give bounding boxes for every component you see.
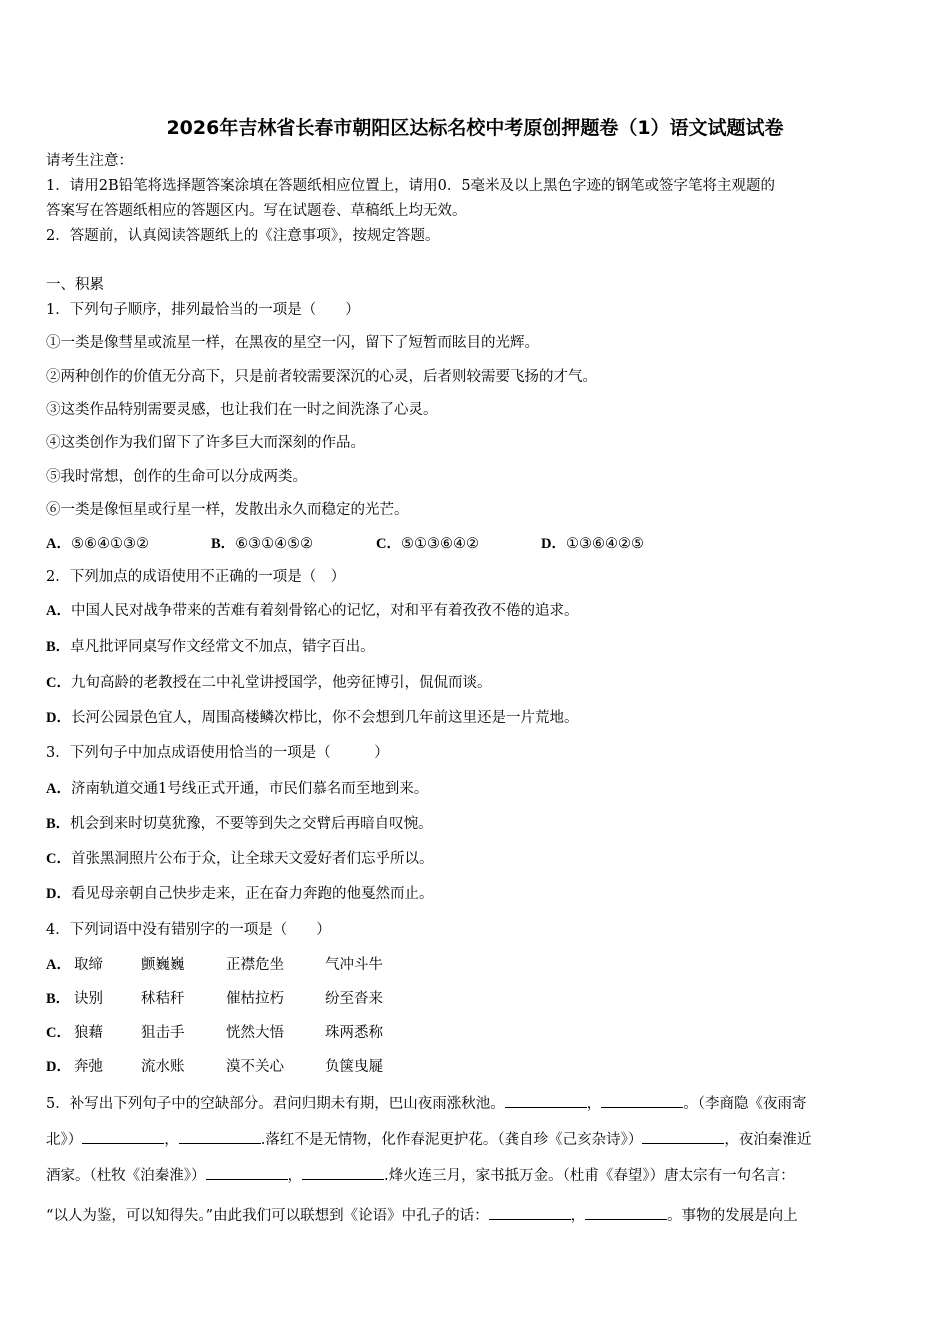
q1-sentence-5: ⑤我时常想，创作的生命可以分成两类。	[46, 469, 307, 485]
q2-option-a[interactable]: A．中国人民对战争带来的苦难有着刻骨铭心的记忆，对和平有着孜孜不倦的追求。	[46, 603, 579, 619]
q4-word: 正襟危坐	[226, 957, 284, 973]
q1-option-d[interactable]: D．①③⑥④②⑤	[541, 536, 644, 552]
page-title: 2026年吉林省长春市朝阳区达标名校中考原创押题卷（1）语文试题试卷	[166, 117, 784, 139]
question-3-stem: 3．下列句子中加点成语使用恰当的一项是（ ）	[46, 745, 389, 761]
notice-item-1-line-1: 1．请用2B铅笔将选择题答案涂填在答题纸相应位置上，请用0．5毫米及以上黑色字迹的钢笔或签字笔将主观题的	[46, 178, 776, 194]
notice-item-2: 2．答题前，认真阅读答题纸上的《注意事项》，按规定答题。	[46, 228, 440, 244]
q5-line-4: “以人为鉴，可以知得失。”由此我们可以联想到《论语》中孔子的话： ， 。事物的发展是向上	[46, 1205, 906, 1226]
q4-word: 漠不关心	[226, 1059, 284, 1075]
notice-item-1-line-2: 答案写在答题纸相应的答题区内。写在试题卷、草稿纸上均无效。	[46, 203, 467, 219]
answer-blank[interactable]	[302, 1165, 384, 1180]
q4-word: 负箧曳屣	[325, 1059, 383, 1075]
q4-word: 取缔	[74, 957, 103, 973]
q3-option-d[interactable]: D．看见母亲朝自己快步走来，正在奋力奔跑的他戛然而止。	[46, 886, 434, 902]
question-2-stem: 2．下列加点的成语使用不正确的一项是（ ）	[46, 569, 346, 585]
q5-line-2: 北》） ， .落红不是无情物，化作春泥更护花。（龚自珍《己亥杂诗》） ，夜泊秦淮近	[46, 1129, 906, 1150]
q4-word: 诀别	[74, 991, 103, 1007]
answer-blank[interactable]	[489, 1205, 571, 1220]
q3-option-c[interactable]: C．首张黑洞照片公布于众，让全球天文爱好者们忘乎所以。	[46, 851, 434, 867]
q4-word: 催枯拉朽	[226, 991, 284, 1007]
answer-blank[interactable]	[642, 1129, 724, 1144]
q1-option-c[interactable]: C．⑤①③⑥④②	[376, 536, 479, 552]
q1-sentence-4: ④这类创作为我们留下了许多巨大而深刻的作品。	[46, 435, 365, 451]
q4-word: 恍然大悟	[226, 1025, 284, 1041]
answer-blank[interactable]	[179, 1129, 261, 1144]
answer-blank[interactable]	[505, 1093, 587, 1108]
question-1-stem: 1．下列句子顺序，排列最恰当的一项是（ ）	[46, 302, 360, 318]
q4-word: 气冲斗牛	[325, 957, 383, 973]
q3-option-a[interactable]: A．济南轨道交通1号线正式开通，市民们慕名而至地到来。	[46, 781, 429, 797]
q4-word: 狼藉	[74, 1025, 103, 1041]
q2-option-c[interactable]: C．九旬高龄的老教授在二中礼堂讲授国学，他旁征博引，侃侃而谈。	[46, 675, 492, 691]
q4-word: 纷至沓来	[325, 991, 383, 1007]
answer-blank[interactable]	[585, 1205, 667, 1220]
q4-word: 珠两悉称	[325, 1025, 383, 1041]
q4-word: 流水账	[141, 1059, 185, 1075]
q2-option-b[interactable]: B．卓凡批评同桌写作文经常文不加点，错字百出。	[46, 639, 375, 655]
section-heading: 一、积累	[46, 277, 104, 293]
answer-blank[interactable]	[206, 1165, 288, 1180]
q1-option-b[interactable]: B．⑥③①④⑤②	[211, 536, 314, 552]
q1-sentence-3: ③这类作品特别需要灵感，也让我们在一时之间洗涤了心灵。	[46, 402, 438, 418]
q1-sentence-2: ②两种创作的价值无分高下，只是前者较需要深沉的心灵，后者则较需要飞扬的才气。	[46, 369, 597, 385]
q2-option-d[interactable]: D．长河公园景色宜人，周围高楼鳞次栉比，你不会想到几年前这里还是一片荒地。	[46, 710, 579, 726]
answer-blank[interactable]	[82, 1129, 164, 1144]
notice-heading: 请考生注意：	[46, 153, 133, 169]
q4-word: 奔弛	[74, 1059, 103, 1075]
q1-sentence-1: ①一类是像彗星或流星一样，在黑夜的星空一闪，留下了短暂而眩目的光辉。	[46, 335, 539, 351]
q5-line-1: 5．补写出下列句子中的空缺部分。君问归期未有期，巴山夜雨涨秋池。 ， 。（李商隐《夜雨寄	[46, 1093, 906, 1114]
q4-word: 颤巍巍	[141, 957, 185, 973]
question-4-stem: 4．下列词语中没有错别字的一项是（ ）	[46, 922, 331, 938]
q1-option-a[interactable]: A．⑤⑥④①③②	[46, 536, 149, 552]
q4-word: 秫秸秆	[141, 991, 185, 1007]
q4-word: 狙击手	[141, 1025, 185, 1041]
answer-blank[interactable]	[601, 1093, 683, 1108]
exam-page: 2026年吉林省长春市朝阳区达标名校中考原创押题卷（1）语文试题试卷 请考生注意： 1．请用2B铅笔将选择题答案涂填在答题纸相应位置上，请用0．5毫米及以上黑色字迹的钢笔或签字笔将主观题的 答案写在答题纸相应的答题区内。写在试题卷、草稿纸上均无效。 2．答题前，认真阅读答题纸上的《注意事项》，按规定答题。 一、积累 1．下列句子顺序，排列最恰当的一项是（ ） ①一类是像彗星或流星一样，在黑夜的星空一闪，留下了短暂而眩目的光辉。 ②两种创作的价值无分高下，只是前者较需要深沉的心灵，后者则较需要飞扬的才气。 ③这类作品特别需要灵感，也让我们在一时之间洗涤了心灵。 ④这类创作为我们留下了许多巨大而深刻的作品。 ⑤我时常想，创作的生命可以分成两类。 ⑥一类是像恒星或行星一样，发散出永久而稳定的光芒。 A．⑤⑥④①③② B．⑥③①④⑤② C．⑤①③⑥④② D．①③⑥④②⑤ 2．下列加点的成语使用不正确的一项是（ ） A．中国人民对战争带来的苦难有着刻骨铭心的记忆，对和平有着孜孜不倦的追求。 B．卓凡批评同桌写作文经常文不加点，错字百出。 C．九旬高龄的老教授在二中礼堂讲授国学，他旁征博引，侃侃而谈。 D．长河公园景色宜人，周围高楼鳞次栉比，你不会想到几年前这里还是一片荒地。 3．下列句子中加点成语使用恰当的一项是（ ） A．济南轨道交通1号线正式开通，市民们慕名而至地到来。 B．机会到来时切莫犹豫，不要等到失之交臂后再暗自叹惋。 C．首张黑洞照片公布于众，让全球天文爱好者们忘乎所以。 D．看见母亲朝自己快步走来，正在奋力奔跑的他戛然而止。 4．下列词语中没有错别字的一项是（ ） A． 取缔 颤巍巍 正襟危坐 气冲斗牛 B． 诀别 秫秸秆 催枯拉朽 纷至沓来 C． 狼藉 狙击手 恍然大悟 珠两悉称 D． 奔弛 流水账 漠不关心 负箧曳屣 5．补写出下列句子中的空缺部分。君问归期未有期，巴山夜雨涨秋池。 ， 。（李商隐《夜雨寄 北》） ， .落红不是无情物，化作春泥更护花。（龚自珍《己亥杂诗》） ，夜泊秦淮近 酒家。（杜牧《泊秦淮》） ， .烽火连三月，家书抵万金。（杜甫《春望》）唐太宗有一句名言： “以人为鉴，可以知得失。”由此我们可以联想到《论语》中孔子的话： ， 。事物的发展是向上	[0, 0, 950, 1344]
q3-option-b[interactable]: B．机会到来时切莫犹豫，不要等到失之交臂后再暗自叹惋。	[46, 816, 433, 832]
q5-line-3: 酒家。（杜牧《泊秦淮》） ， .烽火连三月，家书抵万金。（杜甫《春望》）唐太宗有一句名言：	[46, 1165, 906, 1186]
q1-sentence-6: ⑥一类是像恒星或行星一样，发散出永久而稳定的光芒。	[46, 502, 409, 518]
